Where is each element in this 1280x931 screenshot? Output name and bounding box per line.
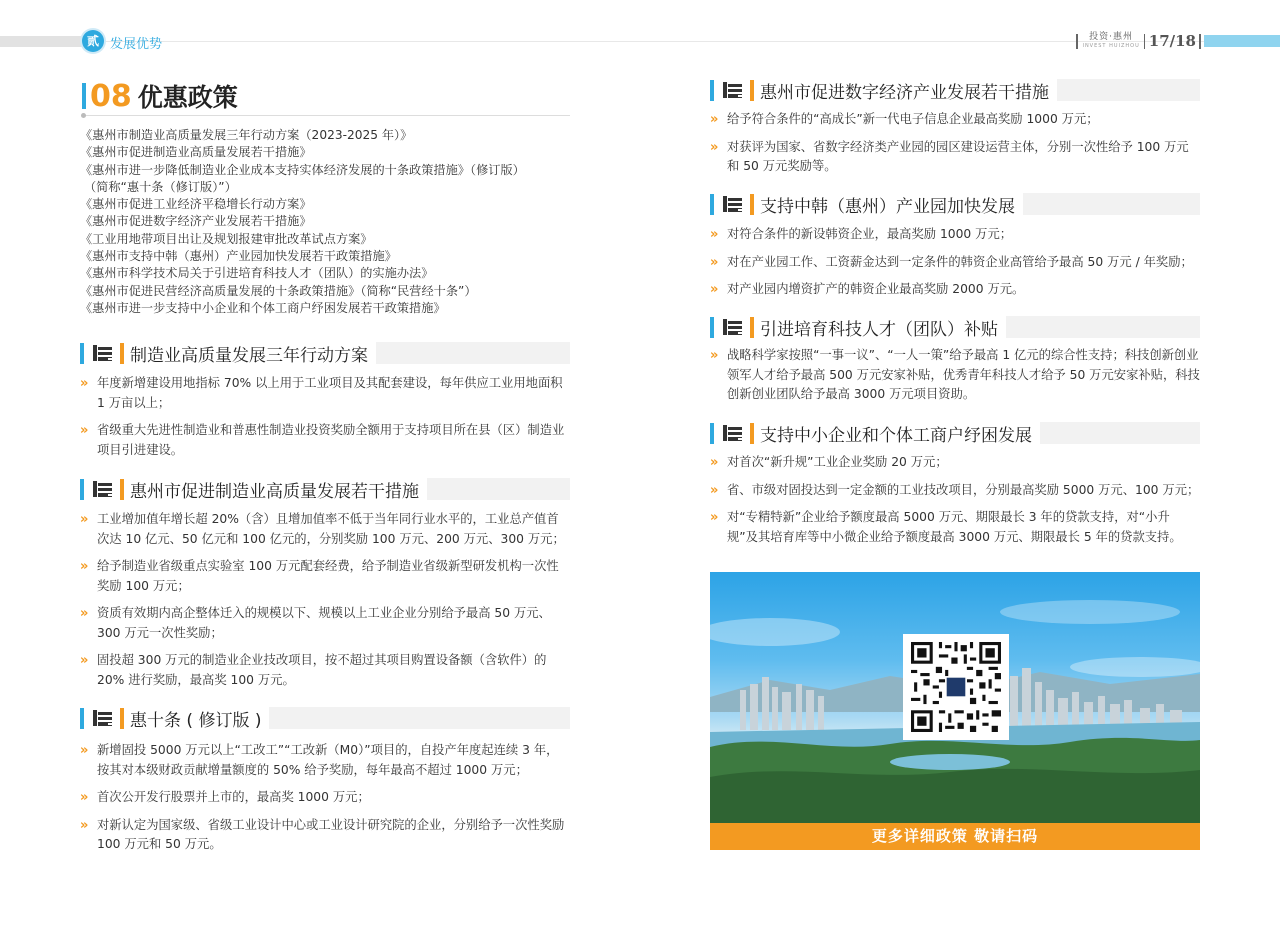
- policy-document: 《惠州市制造业高质量发展三年行动方案（2023-2025 年）》: [80, 128, 413, 142]
- section-title: 引进培育科技人才（团队）补贴: [760, 315, 1006, 340]
- section-heading: [710, 193, 1200, 215]
- page-indicator: [1076, 30, 1280, 52]
- chevron-bullet-icon: »: [80, 559, 89, 574]
- policy-document: 《惠州市促进工业经济平稳增长行动方案》: [80, 197, 312, 212]
- section-title: 惠州市促进数字经济产业发展若干措施: [760, 78, 1057, 103]
- policy-document: 《惠州市支持中韩（惠州）产业园加快发展若干政策措施》: [80, 249, 397, 264]
- section-heading-fill: [1040, 422, 1200, 444]
- section-heading: [80, 342, 570, 364]
- policy-document: 《惠州市促进数字经济产业发展若干措施》: [80, 214, 312, 229]
- section-heading: [710, 316, 1200, 338]
- section-heading-fill: [427, 478, 570, 500]
- chapter-badge: 贰: [82, 30, 104, 52]
- list-item: » 年度新增建设用地指标 70% 以上用于工业项目及其配套建设，每年供应工业用地面积 1 万亩以上；: [80, 376, 563, 410]
- title-rule-dot: [81, 113, 86, 118]
- title-text: 优惠政策: [137, 83, 238, 112]
- book-icon: [722, 81, 744, 99]
- section-accent-bar: [750, 194, 754, 215]
- list-item: » 对新认定为国家级、省级工业设计中心或工业设计研究院的企业，分别给予一次性奖励 100 万元和 50 万元。: [80, 817, 565, 851]
- header-blue-band: [1204, 35, 1280, 47]
- list-item: » 新增固投 5000 万元以上“工改工”“工改新（M0）”项目的，自投产年度起连续 3 年，按其对本级财政贡献增量额度的 50% 给予奖励，每年最高不超过 1000 万元；: [80, 743, 559, 777]
- section-accent-bar: [80, 479, 84, 500]
- chevron-bullet-icon: »: [80, 790, 89, 805]
- section-accent-bar: [750, 423, 754, 444]
- list-item: » 省级重大先进性制造业和普惠性制造业投资奖励全额用于支持项目所在县（区）制造业项目引进建设。: [80, 423, 565, 457]
- policy-document: 《惠州市进一步降低制造业企业成本支持实体经济发展的十条政策措施》（修订版）: [80, 162, 525, 177]
- chapter-title: 发展优势: [110, 37, 163, 52]
- section-title: 惠州市促进制造业高质量发展若干措施: [130, 477, 427, 502]
- list-item: » 对符合条件的新设韩资企业，最高奖励 1000 万元；: [710, 227, 1013, 242]
- section-heading-fill: [1023, 193, 1200, 215]
- section-heading-fill: [269, 707, 570, 729]
- magazine-name-en: INVEST HUIZHOU: [1082, 43, 1140, 49]
- header-divider: [1144, 34, 1145, 49]
- chevron-bullet-icon: »: [80, 376, 89, 391]
- section-accent-bar: [120, 343, 124, 364]
- list-item: » 固投超 300 万元的制造业企业技改项目，按不超过其项目购置设备额（含软件）的 20% 进行奖励，最高奖 100 万元。: [80, 653, 547, 687]
- section-items: [710, 346, 1200, 413]
- section-heading: [710, 79, 1200, 101]
- section-accent-bar: [120, 479, 124, 500]
- book-icon: [92, 480, 114, 498]
- header-divider: [1076, 34, 1078, 49]
- chevron-bullet-icon: »: [710, 348, 719, 363]
- section-heading: [80, 707, 570, 729]
- section-items: [710, 453, 1200, 555]
- chevron-bullet-icon: »: [710, 455, 719, 470]
- chevron-bullet-icon: »: [80, 512, 89, 527]
- section-heading: [710, 422, 1200, 444]
- policy-document: 《工业用地带项目出让及规划报建审批改革试点方案》: [80, 231, 373, 246]
- section-items: [80, 741, 570, 863]
- section-heading-fill: [376, 342, 570, 364]
- chevron-bullet-icon: »: [710, 254, 719, 270]
- chevron-bullet-icon: »: [710, 112, 719, 127]
- chevron-bullet-icon: »: [80, 423, 89, 438]
- section-heading-fill: [1006, 316, 1200, 338]
- policy-document: 《惠州市科学技术局关于引进培育科技人才（团队）的实施办法》: [80, 266, 434, 281]
- book-icon: [722, 318, 744, 336]
- policy-document-list: [80, 127, 570, 317]
- section-heading-fill: [1057, 79, 1200, 101]
- magazine-name-cn: 投资·惠州: [1089, 32, 1134, 42]
- section-accent-bar: [80, 343, 84, 364]
- section-items: [710, 110, 1200, 185]
- list-item: » 对“专精特新”企业给予额度最高 5000 万元、期限最长 3 年的贷款支持，对“小升规”及其培育库等中小微企业给予额度最高 3000 万元、期限最长 5 年的贷款支持。: [710, 510, 1182, 544]
- section-accent-bar: [120, 708, 124, 729]
- chevron-bullet-icon: »: [710, 282, 719, 297]
- policy-document: 《惠州市促进制造业高质量发展若干措施》: [80, 145, 312, 160]
- chevron-bullet-icon: »: [710, 510, 719, 525]
- qr-code[interactable]: [903, 634, 1009, 740]
- list-item: » 战略科学家按照“一事一议”、“一人一策”给予最高 1 亿元的综合性支持；科技创新创业领军人才给予最高 500 万元安家补贴，优秀青年科技人才给予 50 万元安家补贴，科技创新创业团队给予最高 3000 万元项目资助。: [710, 348, 1200, 401]
- book-icon: [92, 344, 114, 362]
- section-title: 支持中小企业和个体工商户纾困发展: [760, 421, 1040, 446]
- section-items: [80, 374, 570, 468]
- list-item: » 首次公开发行股票并上市的，最高奖 1000 万元；: [80, 790, 370, 805]
- section-accent-bar: [710, 317, 714, 338]
- chevron-bullet-icon: »: [710, 482, 719, 498]
- chevron-bullet-icon: »: [80, 653, 89, 668]
- list-item: » 对在产业园工作、工资薪金达到一定条件的韩资企业高管给予最高 50 万元 / 年奖励；: [710, 254, 1193, 270]
- section-accent-bar: [710, 80, 714, 101]
- title-number: 08: [90, 78, 132, 114]
- chevron-bullet-icon: »: [80, 606, 89, 621]
- section-title: 制造业高质量发展三年行动方案: [130, 341, 376, 366]
- section-accent-bar: [80, 708, 84, 729]
- book-icon: [722, 424, 744, 442]
- qr-code-icon: [911, 642, 1001, 732]
- section-items: [710, 225, 1200, 308]
- section-accent-bar: [710, 423, 714, 444]
- list-item: » 省、市级对固投达到一定金额的工业技改项目，分别最高奖励 5000 万元、100 万元；: [710, 482, 1200, 498]
- chevron-bullet-icon: »: [710, 227, 719, 242]
- list-item: » 给予制造业省级重点实验室 100 万元配套经费，给予制造业省级新型研发机构一次性奖励 100 万元；: [80, 559, 559, 593]
- chevron-bullet-icon: »: [80, 817, 89, 833]
- policy-document: 《惠州市促进民营经济高质量发展的十条政策措施》（简称“民营经十条”）: [80, 283, 477, 298]
- chevron-bullet-icon: »: [80, 743, 89, 758]
- list-item: » 资质有效期内高企整体迁入的规模以下、规模以上工业企业分别给予最高 50 万元、300 万元一次性奖励；: [80, 606, 551, 640]
- section-accent-bar: [750, 317, 754, 338]
- section-accent-bar: [750, 80, 754, 101]
- section-accent-bar: [710, 194, 714, 215]
- chevron-bullet-icon: »: [710, 139, 719, 155]
- list-item: » 工业增加值年增长超 20%（含）且增加值率不低于当年同行业水平的，工业总产值首次达 10 亿元、50 亿元和 100 亿元的，分别奖励 100 万元、200 万元、300 万元；: [80, 512, 565, 546]
- title-accent-bar: [82, 83, 86, 109]
- book-icon: [92, 709, 114, 727]
- section-title: 支持中韩（惠州）产业园加快发展: [760, 192, 1023, 217]
- section-heading: [80, 478, 570, 500]
- photo-caption: 更多详细政策 敬请扫码: [710, 823, 1200, 850]
- book-icon: [722, 195, 744, 213]
- list-item: » 对获评为国家、省数字经济类产业园的园区建设运营主体，分别一次性给予 100 万元和 50 万元奖励等。: [710, 139, 1189, 173]
- header-divider: [1199, 34, 1201, 49]
- header-grey-band: [0, 36, 84, 47]
- magazine-name: [1082, 33, 1139, 49]
- page-title: [82, 79, 238, 113]
- title-rule: [82, 115, 570, 116]
- page-number: 17/18: [1148, 32, 1196, 50]
- section-items: [80, 510, 570, 698]
- list-item: » 给予符合条件的“高成长”新一代电子信息企业最高奖励 1000 万元；: [710, 112, 1099, 127]
- policy-document: 《惠州市进一步支持中小企业和个体工商户纾困发展若干政策措施》: [80, 300, 446, 315]
- section-title: 惠十条 ( 修订版 ): [130, 706, 269, 731]
- policy-document: （简称“惠十条（修订版）”）: [84, 179, 237, 194]
- list-item: » 对产业园内增资扩产的韩资企业最高奖励 2000 万元。: [710, 282, 1025, 297]
- list-item: » 对首次“新升规”工业企业奖励 20 万元；: [710, 455, 948, 470]
